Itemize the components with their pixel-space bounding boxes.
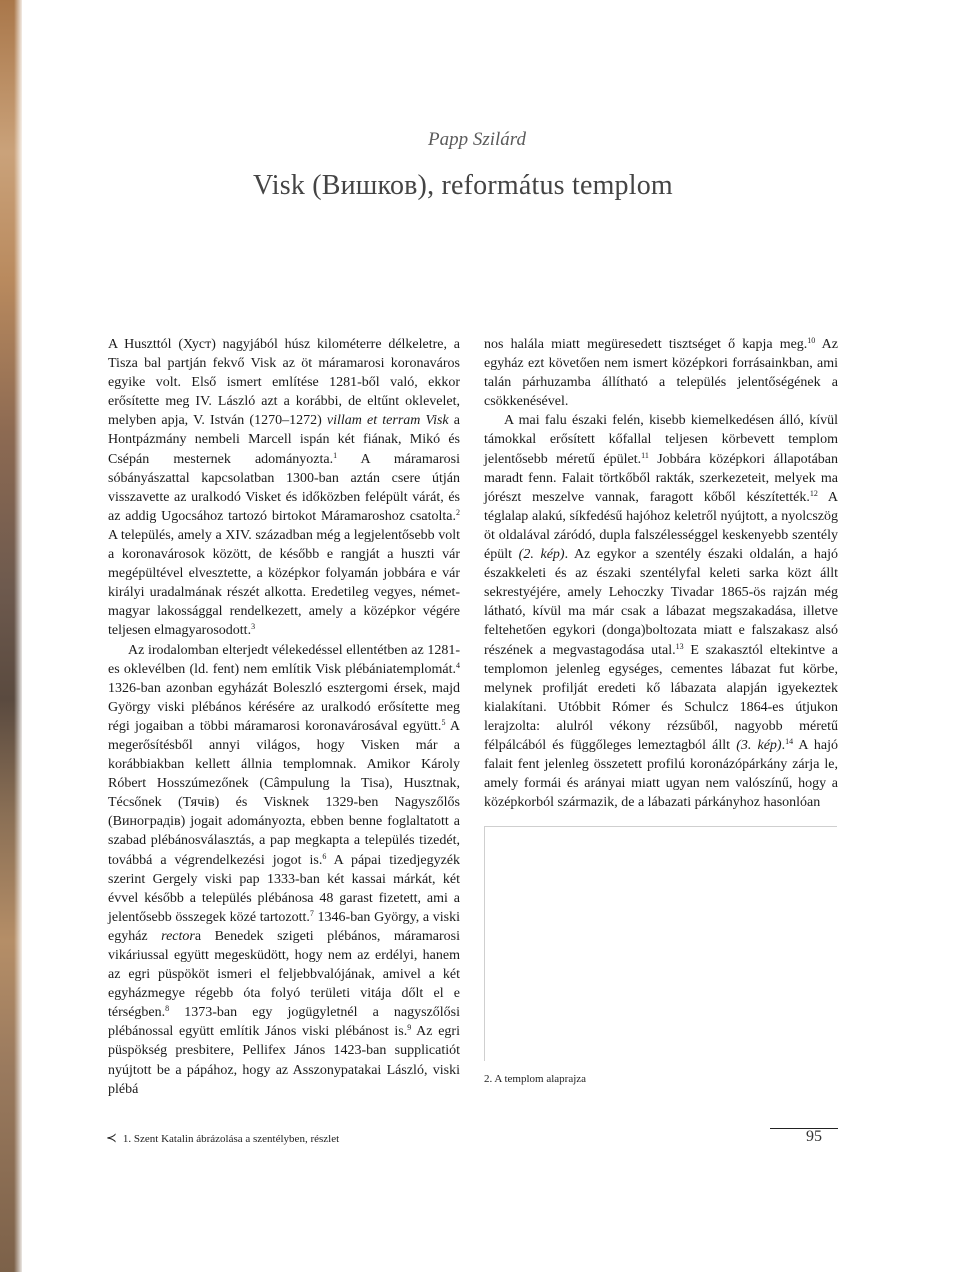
floor-plan-figure	[484, 826, 837, 1061]
footnote-ref[interactable]: 2	[456, 507, 460, 517]
author-name: Papp Szilárd	[428, 129, 526, 150]
footnote-ref[interactable]: 13	[675, 641, 684, 651]
right-text-column	[484, 335, 838, 812]
photo-edge-strip	[0, 0, 22, 1272]
left-text-column	[108, 335, 460, 1099]
footnote-ref[interactable]: 8	[165, 1004, 170, 1014]
footnote-ref[interactable]: 3	[251, 622, 256, 632]
figure-ref[interactable]: (3. kép)	[736, 737, 782, 753]
footnote-ref[interactable]: 7	[309, 908, 314, 918]
footnote-ref[interactable]: 1	[333, 450, 338, 460]
page-title: Visk (Вишков), református templom	[253, 170, 673, 201]
paragraph: nos halála miatt megüresedett tisztséget ő kapja meg.$^{10}$ Az egyház ezt követően nem ismert középkori forrásainkban, ami talán párhuzamba állítható a település jelentőségének a csökkenésével.	[484, 336, 838, 410]
figure-ref[interactable]: (2. kép)	[518, 547, 565, 563]
footnote-ref[interactable]: 10	[807, 336, 816, 345]
page-number: 95	[806, 1128, 822, 1145]
footnote-ref[interactable]: 14	[785, 736, 794, 746]
paragraph: A Huszttól (Хуст) nagyjából húsz kilométerre délkeletre, a Tisza bal partján fekvő Visk az öt máramarosi koronaváros egyike volt. Első ismert említése 1281-ből való, ekkor erősítette meg IV. László azt a korábbi, de eltűnt oklevelet, melyben apja, V. István (1270–1272) villam et terram Visk a Hontpázmány nembeli Marcell ispán két fiának, Mikó és Csépán mesternek adományozta.$^1$ A máramarosi sóbányászattal kapcsolatban 1300-ban aztán csere útján visszavette az uralkodó Visket és időközben felépült várát, és az addig Ugocsához tartozó birtokot Máramaroshoz csatolta.$^2$ A település, amely a XIV. században még a legjelentősebb volt a koronavárosok között, de később e rangját a huszti vár megépültével elvesztette, a középkor folyamán jobbára e vár királyi uradalmának részét alkotta. Eredetileg vegyes, német-magyar lakossággal rendelkezett, amely a középkor végére teljesen elmagyarosodott.$^3$	[108, 337, 460, 639]
footnote-ref[interactable]: 6	[322, 851, 327, 861]
footnote-ref[interactable]: 9	[407, 1023, 412, 1033]
paragraph: A mai falu északi felén, kisebb kiemelkedésen álló, kívül támokkal erősített kőfallal teljesen körbevett templom jelentősebb méretű épület.$^{11}$ Jobbára középkori állapotában maradt fenn. Falait törtkőből rakták, szerkezeteit, melyek ma jórészt meszelve vannak, faragott kőből készítették.$^{12}$ A téglalap alakú, síkfedésű hajóhoz keletről nyújtott, a nyolcszög öt oldalával záródó, dupla falszélességgel keskenyebb szentély épült (2. kép). Az egykor a szentély északi oldalán, a hajó északkeleti és az északi szentélyfal keleti sarka közt állt sekrestyéjére, amely Lehoczky Tivadar 1865-ös rajzán még látható, kívül ma már csak a lábazat megszakadása, illetve feltehetően egykori (donga)boltozata miatt e falszakasz alsó részének a megvastagodása utal.$^{13}$ E szakasztól eltekintve a templomon jelenleg egységes, cementes lábazat fut körbe, melynek profilját eredeti kő lábazata alapján igyekeztek kialakítani. Utóbbit Rómer és Schulcz 1864-es útjukon lerajzolta: alulról vékony rézsűből, nagyobb méretű félpálcából és függőleges lemeztagból állt (3. kép).$^{14}$ A hajó falait fent jelenleg összetett profilú koronázópárkány zárja le, amely formái és arányai miatt ugyan nem valószínű, hogy a középkorból származik, de a lábazati párkányhoz hasonlóan	[484, 413, 839, 811]
paragraph: Az irodalomban elterjedt vélekedéssel ellentétben az 1281-es oklevélben (ld. fent) nem említik Visk plébániatemplomát.$^4$ 1326-ban azonban egyházát Boleszló esztergomi érsek, majd György viski plébános kérésére az uralkodó erősítette meg régi jogaiban a többi máramarosi koronavárosával együtt.$^5$ A megerősítésből annyi világos, hogy Visken már a korábbiakban kellett állnia templomnak. Amikor Károly Róbert Hosszúmezőnek (Câmpulung la Tisa), Husztnak, Técsőnek (Тячів) és Visknek 1329-ben Nagyszőlős (Виноградів) jogait adományozta, ebben benne foglaltatott a szabad plébánosválasztás, a pap megkapta a település tizedét, továbbá a végrendelkezési jogot is.$^6$ A pápai tizedjegyzék szerint Gergely viski pap 1333-ban két kassai márkát, két évvel később a település plébánosa 48 garast fizetett, ami a jelentősebb összegek közé tartozott.$^7$ 1346-ban György, a viski egyház rectora Benedek szigeti plébános, máramarosi vikáriussal együtt megesküdött, hogy nem az erdélyi, hanem az egri püspököt ismeri el feljebbvalójának, amivel a két egyházmegye régebb óta folyó területi vitája dőlt el e térségben.$^8$ 1373-ban egy jogügyletnél a nagyszőlősi plébánossal együtt említik János viski plébánost is.$^9$ Az egri püspökség presbitere, Pellifex János 1423-ban supplicatiót nyújtott be a pápához, hogy az Asszonypatakai László, viski plébá	[108, 642, 461, 1097]
footnote-ref[interactable]: 4	[456, 660, 460, 670]
footnote-ref[interactable]: 5	[441, 717, 446, 727]
footnote-ref[interactable]: 12	[809, 488, 818, 498]
footnote-ref[interactable]: 11	[641, 450, 649, 460]
figure-caption: 2. A templom alaprajza	[484, 1073, 587, 1085]
page-number-rule	[770, 1128, 838, 1129]
left-arrow-icon: ≺	[106, 1130, 117, 1145]
footer-caption: ≺ 1. Szent Katalin ábrázolása a szentélyben, részlet	[106, 1130, 340, 1145]
